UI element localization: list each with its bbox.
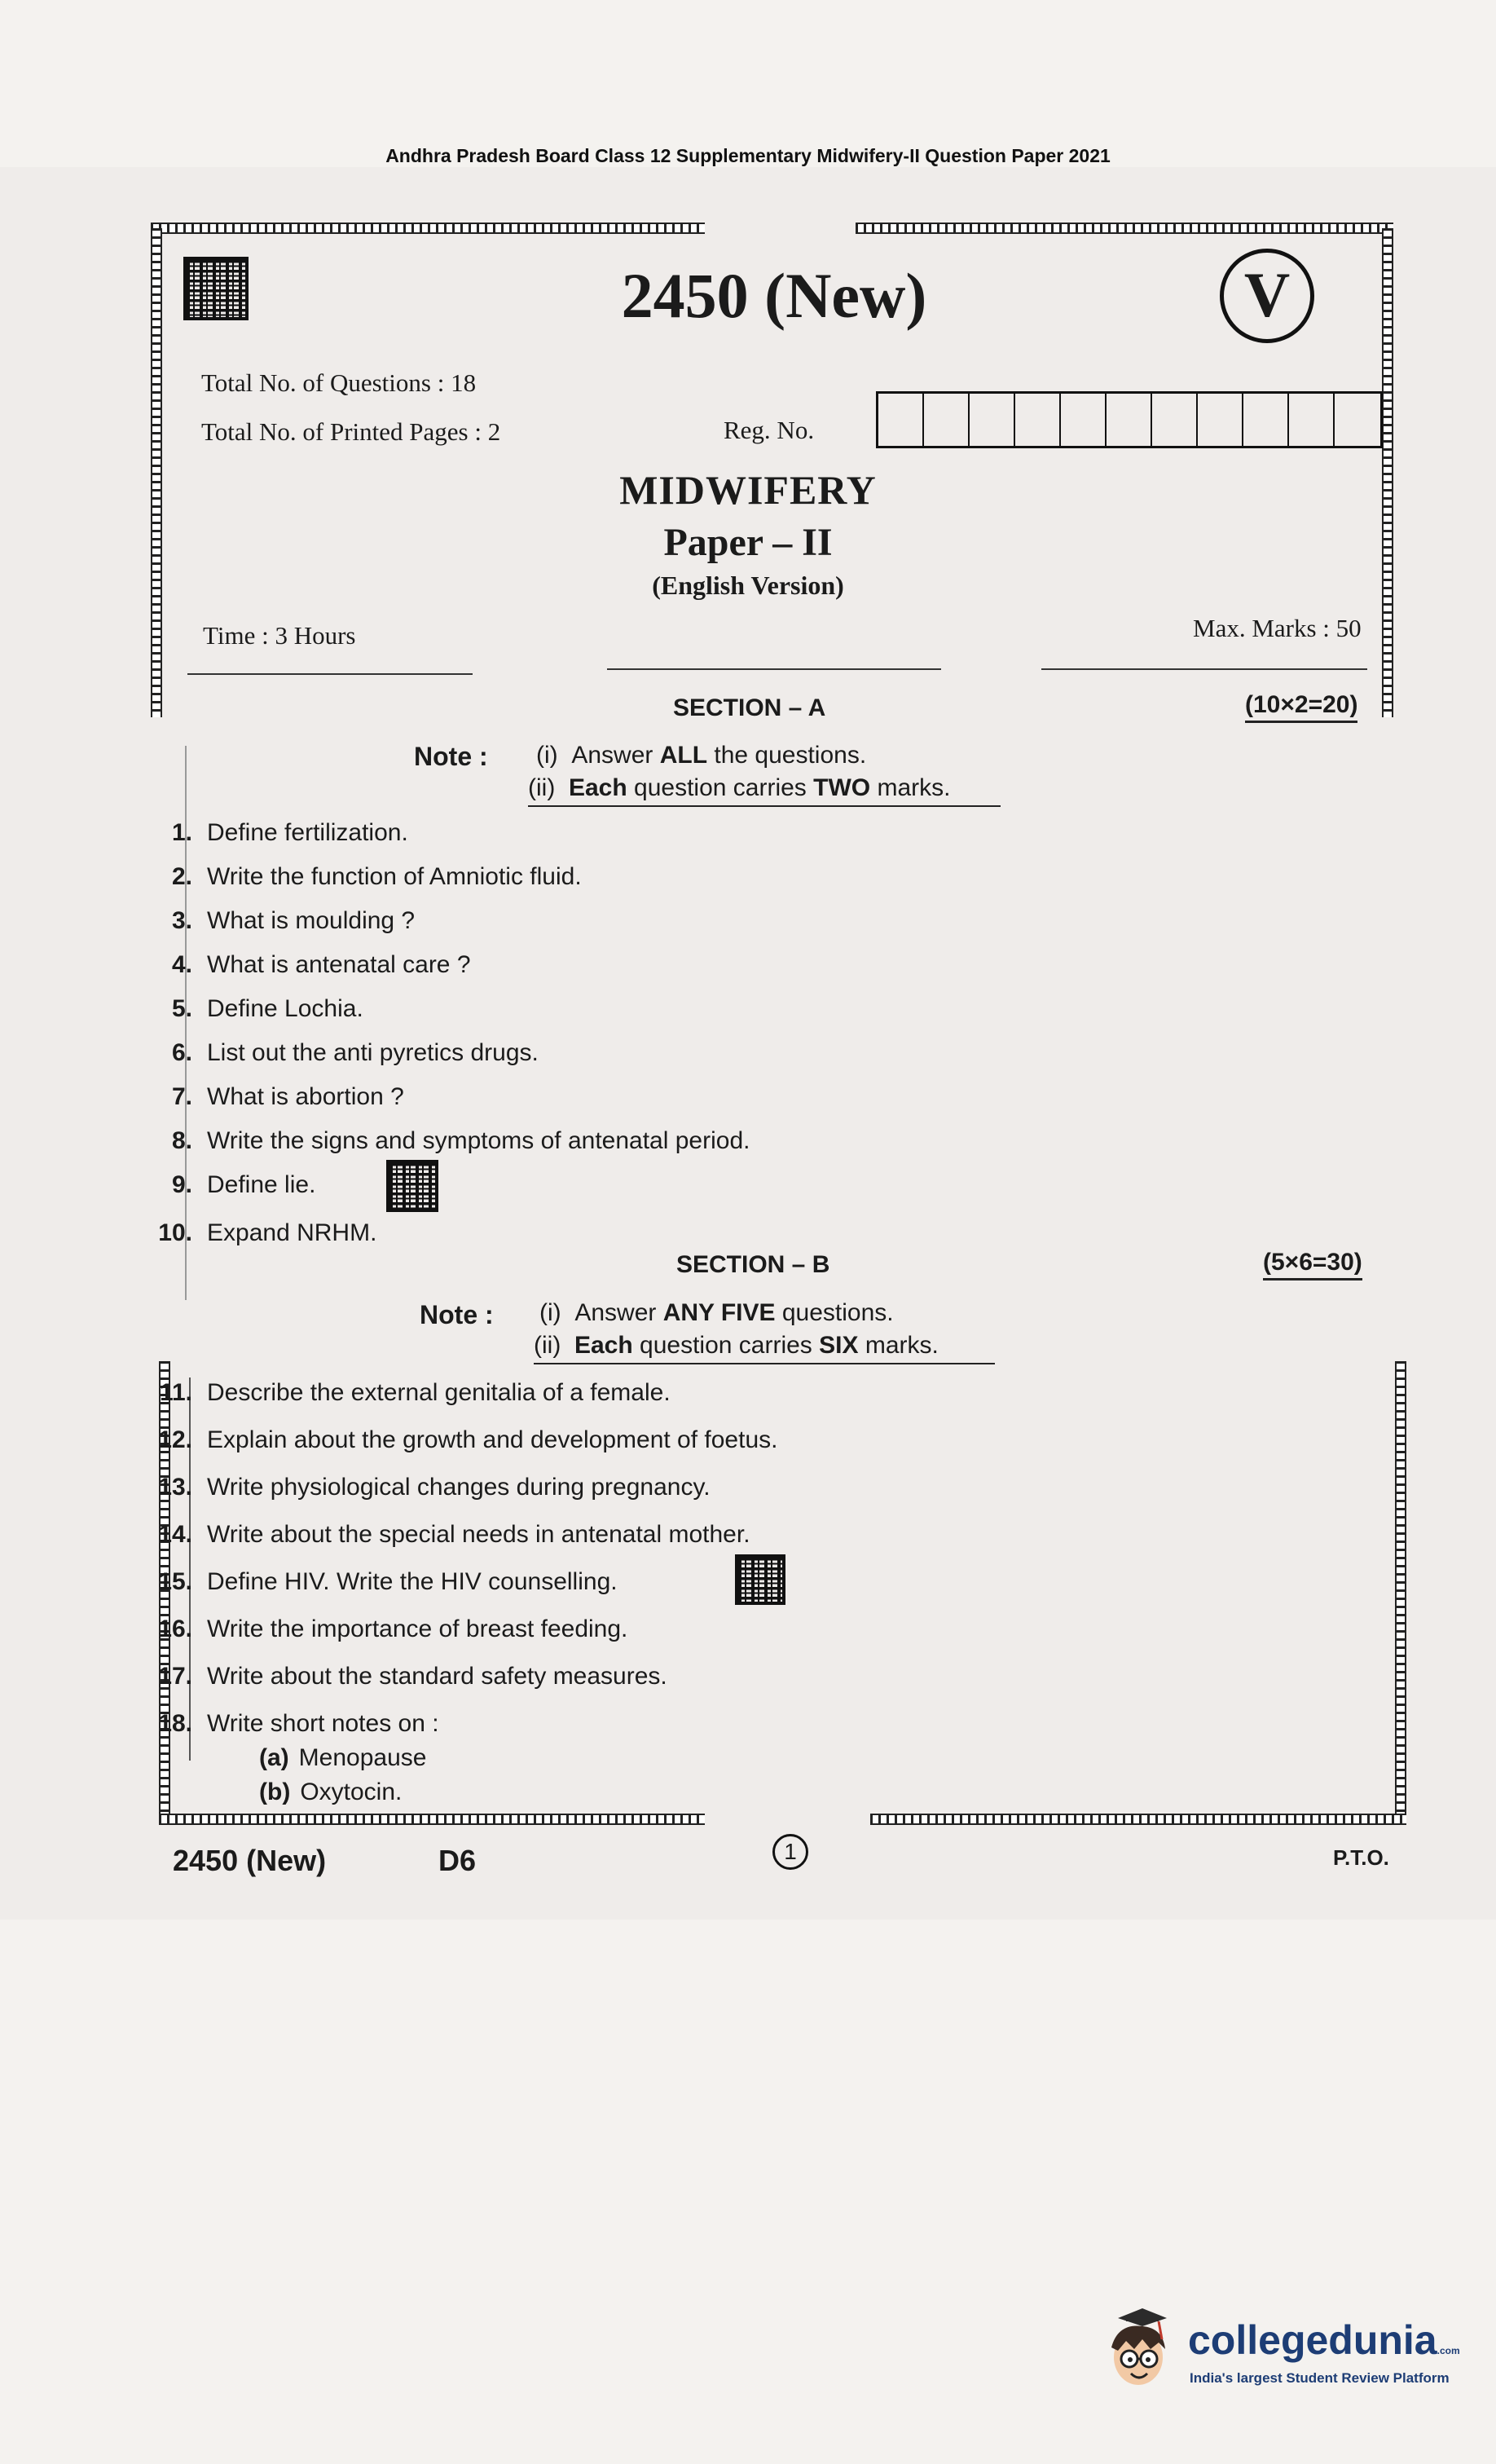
question-4: 4. What is antenatal care ? bbox=[171, 951, 471, 978]
reg-no-boxes[interactable] bbox=[876, 391, 1383, 448]
bottom-border-right bbox=[870, 1814, 1406, 1825]
reg-no-label: Reg. No. bbox=[724, 416, 815, 444]
right-border-lower bbox=[1395, 1361, 1406, 1814]
question-10: 10. Expand NRHM. bbox=[158, 1219, 377, 1246]
time-label: Time : 3 Hours bbox=[203, 621, 356, 650]
question-6: 6. List out the anti pyretics drugs. bbox=[171, 1039, 539, 1066]
divider bbox=[607, 668, 941, 670]
section-a-marks: (10×2=20) bbox=[1245, 691, 1357, 723]
section-a-note-1: (i) Answer ALL the questions. bbox=[536, 742, 867, 769]
question-13: 13. Write physiological changes during pregnancy. bbox=[158, 1474, 711, 1501]
page-title: Andhra Pradesh Board Class 12 Supplementary Midwifery-II Question Paper 2021 bbox=[385, 145, 1111, 166]
max-marks: Max. Marks : 50 bbox=[1193, 614, 1362, 642]
question-9: 9. Define lie. bbox=[171, 1171, 316, 1198]
question-14: 14. Write about the special needs in antenatal mother. bbox=[158, 1521, 750, 1548]
divider bbox=[1041, 668, 1367, 670]
question-7: 7. What is abortion ? bbox=[171, 1083, 404, 1110]
page-number: 1 bbox=[772, 1834, 808, 1870]
section-b-note-2: (ii) Each question carries SIX marks. bbox=[534, 1332, 995, 1364]
question-2: 2. Write the function of Amniotic fluid. bbox=[171, 863, 582, 890]
question-12: 12. Explain about the growth and development of foetus. bbox=[158, 1426, 778, 1453]
subpart-b: (b) Oxytocin. bbox=[259, 1779, 403, 1805]
question-16: 16. Write the importance of breast feeding. bbox=[158, 1615, 628, 1642]
question-5: 5. Define Lochia. bbox=[171, 995, 363, 1022]
subpart-a: (a) Menopause bbox=[259, 1744, 427, 1771]
section-a-note-label: Note : bbox=[414, 742, 488, 771]
mascot-logo-icon bbox=[1093, 2307, 1183, 2396]
brand-tagline: India's largest Student Review Platform bbox=[1190, 2370, 1450, 2386]
qr-code-icon bbox=[183, 257, 249, 320]
section-b-marks: (5×6=30) bbox=[1263, 1249, 1362, 1280]
question-17: 17. Write about the standard safety measures. bbox=[158, 1663, 667, 1690]
question-1: 1. Define fertilization. bbox=[171, 819, 408, 846]
section-a-title: SECTION – A bbox=[673, 694, 826, 721]
paper-code: 2450 (New) bbox=[621, 260, 927, 331]
top-border-right bbox=[856, 223, 1393, 234]
footer-paper-code: 2450 (New) bbox=[173, 1844, 327, 1877]
top-border-left bbox=[151, 223, 705, 234]
footer-series: D6 bbox=[438, 1844, 477, 1877]
total-questions: Total No. of Questions : 18 bbox=[201, 368, 477, 397]
divider bbox=[187, 673, 473, 675]
bottom-border-left bbox=[159, 1814, 705, 1825]
section-b-title: SECTION – B bbox=[676, 1251, 830, 1278]
question-11: 11. Describe the external genitalia of a female. bbox=[159, 1379, 671, 1406]
total-pages: Total No. of Printed Pages : 2 bbox=[201, 417, 501, 446]
section-b-note-1: (i) Answer ANY FIVE questions. bbox=[539, 1299, 894, 1326]
version-label: (English Version) bbox=[652, 571, 844, 600]
pto-label: P.T.O. bbox=[1333, 1845, 1389, 1870]
section-b-note-label: Note : bbox=[420, 1300, 494, 1329]
brand-name[interactable]: collegedunia.com bbox=[1188, 2317, 1460, 2363]
qr-code-icon bbox=[735, 1554, 785, 1605]
paper-title: Paper – II bbox=[663, 521, 833, 564]
set-letter-badge: V bbox=[1220, 249, 1314, 343]
question-15: 15. Define HIV. Write the HIV counselling. bbox=[158, 1568, 618, 1595]
qr-code-icon bbox=[386, 1160, 438, 1212]
question-8: 8. Write the signs and symptoms of antenatal period. bbox=[171, 1127, 750, 1154]
section-a-note-2: (ii) Each question carries TWO marks. bbox=[528, 774, 1001, 807]
question-3: 3. What is moulding ? bbox=[171, 907, 416, 934]
question-18: 18. Write short notes on : bbox=[158, 1710, 439, 1737]
subject-title: MIDWIFERY bbox=[619, 467, 877, 513]
